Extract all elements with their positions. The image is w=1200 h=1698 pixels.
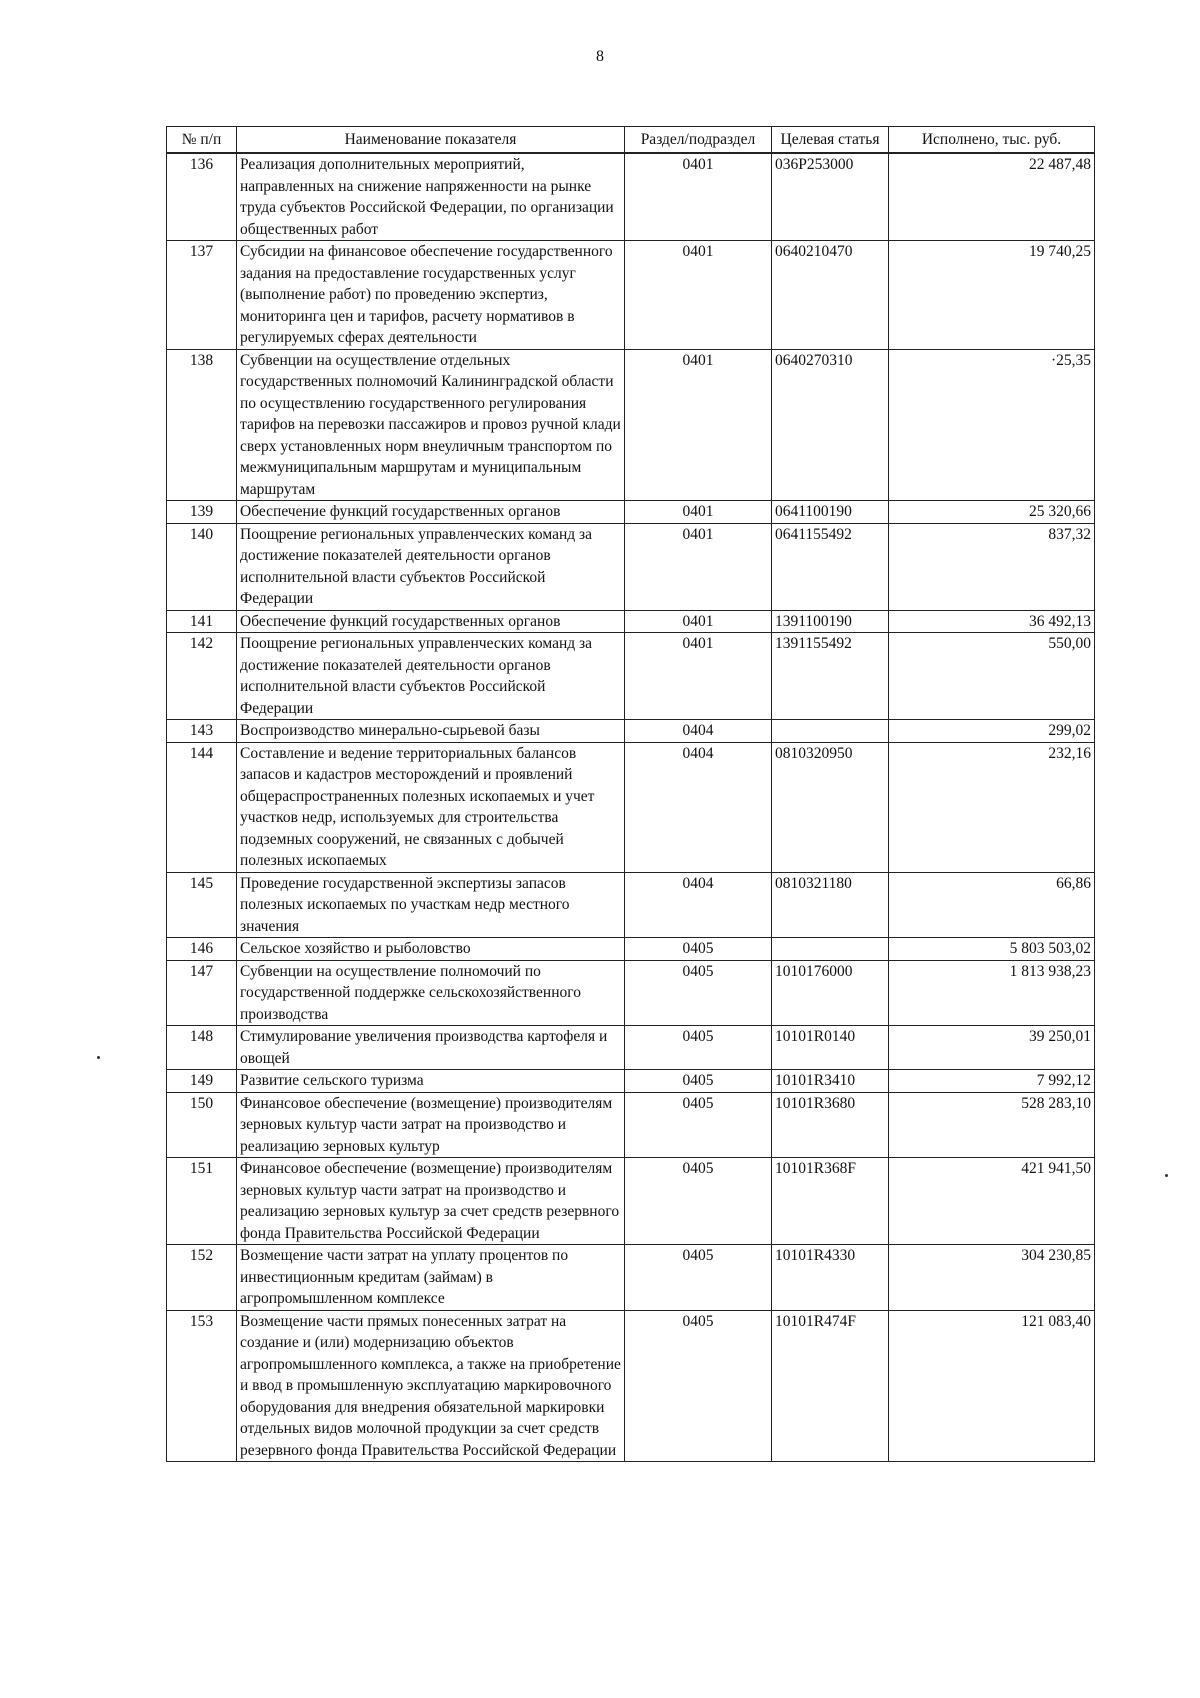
table-row [167, 523, 1095, 610]
table-body [167, 153, 1095, 1462]
header-section: Раздел/подраздел [625, 127, 772, 154]
target-article: 10101R0140 [772, 1026, 889, 1070]
indicator-name: Развитие сельского туризма [237, 1070, 625, 1093]
section-code: 0405 [625, 1158, 772, 1245]
section-code: 0405 [625, 1026, 772, 1070]
executed-amount: 19 740,25 [889, 241, 1095, 350]
table-row [167, 1310, 1095, 1462]
header-name: Наименование показателя [237, 127, 625, 154]
target-article: 0640210470 [772, 241, 889, 350]
section-code: 0401 [625, 633, 772, 720]
row-number: 145 [167, 872, 237, 938]
row-number: 142 [167, 633, 237, 720]
indicator-name: Обеспечение функций государственных органов [237, 610, 625, 633]
header-target: Целевая статья [772, 127, 889, 154]
table-row [167, 1158, 1095, 1245]
table-row [167, 1092, 1095, 1158]
indicator-name: Стимулирование увеличения производства картофеля и овощей [237, 1026, 625, 1070]
target-article [772, 720, 889, 743]
scan-speck [97, 1056, 100, 1059]
row-number: 140 [167, 523, 237, 610]
table-row [167, 938, 1095, 961]
row-number: 141 [167, 610, 237, 633]
row-number: 136 [167, 153, 237, 241]
target-article: 0810320950 [772, 742, 889, 872]
executed-amount: 1 813 938,23 [889, 960, 1095, 1026]
target-article [772, 938, 889, 961]
target-article: 0640270310 [772, 349, 889, 501]
target-article: 10101R474F [772, 1310, 889, 1462]
target-article: 10101R368F [772, 1158, 889, 1245]
section-code: 0404 [625, 742, 772, 872]
indicator-name: Финансовое обеспечение (возмещение) производителям зерновых культур части затрат на производство и реализацию зерновых культур за счет средств резервного фонда Правительства Российской Федерации [237, 1158, 625, 1245]
indicator-name: Сельское хозяйство и рыболовство [237, 938, 625, 961]
executed-amount: 7 992,12 [889, 1070, 1095, 1093]
section-code: 0405 [625, 938, 772, 961]
row-number: 149 [167, 1070, 237, 1093]
section-code: 0401 [625, 501, 772, 524]
row-number: 150 [167, 1092, 237, 1158]
indicator-name: Составление и ведение территориальных балансов запасов и кадастров месторождений и проявлений общераспространенных полезных ископаемых и учет участков недр, используемых для строительства подземных сооружений, не связанных с добычей полезных ископаемых [237, 742, 625, 872]
section-code: 0404 [625, 720, 772, 743]
indicator-name: Субвенции на осуществление отдельных государственных полномочий Калининградской области по осуществлению государственного регулирования тарифов на перевозки пассажиров и провоз ручной клади сверх установленных норм внеуличным транспортом по межмуниципальным маршрутам и муниципальным маршрутам [237, 349, 625, 501]
row-number: 153 [167, 1310, 237, 1462]
target-article: 1010176000 [772, 960, 889, 1026]
row-number: 143 [167, 720, 237, 743]
section-code: 0401 [625, 241, 772, 350]
target-article: 1391155492 [772, 633, 889, 720]
executed-amount: 121 083,40 [889, 1310, 1095, 1462]
target-article: 10101R3410 [772, 1070, 889, 1093]
table-row [167, 742, 1095, 872]
page-number: 8 [596, 48, 604, 65]
executed-amount: ·25,35 [889, 349, 1095, 501]
scan-speck [1165, 1174, 1168, 1177]
row-number: 138 [167, 349, 237, 501]
row-number: 152 [167, 1245, 237, 1311]
row-number: 137 [167, 241, 237, 350]
header-amount: Исполнено, тыс. руб. [889, 127, 1095, 154]
target-article: 036P253000 [772, 153, 889, 241]
indicator-name: Воспроизводство минерально-сырьевой базы [237, 720, 625, 743]
target-article: 10101R3680 [772, 1092, 889, 1158]
executed-amount: 421 941,50 [889, 1158, 1095, 1245]
table-row [167, 633, 1095, 720]
indicator-name: Обеспечение функций государственных органов [237, 501, 625, 524]
row-number: 139 [167, 501, 237, 524]
indicator-name: Возмещение части прямых понесенных затрат на создание и (или) модернизацию объектов агропромышленного комплекса, а также на приобретение и ввод в промышленную эксплуатацию маркировочного оборудования для внедрения обязательной маркировки отдельных видов молочной продукции за счет средств резервного фонда Правительства Российской Федерации [237, 1310, 625, 1462]
executed-amount: 39 250,01 [889, 1026, 1095, 1070]
table-row [167, 1070, 1095, 1093]
section-code: 0401 [625, 610, 772, 633]
executed-amount: 66,86 [889, 872, 1095, 938]
indicator-name: Финансовое обеспечение (возмещение) производителям зерновых культур части затрат на производство и реализацию зерновых культур [237, 1092, 625, 1158]
section-code: 0405 [625, 1092, 772, 1158]
indicator-name: Поощрение региональных управленческих команд за достижение показателей деятельности органов исполнительной власти субъектов Российской Федерации [237, 523, 625, 610]
executed-amount: 837,32 [889, 523, 1095, 610]
section-code: 0404 [625, 872, 772, 938]
section-code: 0405 [625, 1245, 772, 1311]
row-number: 151 [167, 1158, 237, 1245]
row-number: 146 [167, 938, 237, 961]
indicator-name: Возмещение части затрат на уплату процентов по инвестиционным кредитам (займам) в агропромышленном комплексе [237, 1245, 625, 1311]
indicator-name: Субвенции на осуществление полномочий по государственной поддержке сельскохозяйственного производства [237, 960, 625, 1026]
section-code: 0405 [625, 1310, 772, 1462]
budget-table [166, 126, 1095, 1462]
table-row [167, 153, 1095, 241]
target-article: 0641155492 [772, 523, 889, 610]
table-row [167, 720, 1095, 743]
row-number: 147 [167, 960, 237, 1026]
executed-amount: 232,16 [889, 742, 1095, 872]
indicator-name: Реализация дополнительных мероприятий, направленных на снижение напряженности на рынке труда субъектов Российской Федерации, по организации общественных работ [237, 153, 625, 241]
header-row [167, 127, 1095, 154]
section-code: 0401 [625, 523, 772, 610]
executed-amount: 25 320,66 [889, 501, 1095, 524]
table-row [167, 1026, 1095, 1070]
executed-amount: 36 492,13 [889, 610, 1095, 633]
executed-amount: 299,02 [889, 720, 1095, 743]
indicator-name: Субсидии на финансовое обеспечение государственного задания на предоставление государственных услуг (выполнение работ) по проведению экспертиз, мониторинга цен и тарифов, расчету нормативов в регулируемых сферах деятельности [237, 241, 625, 350]
executed-amount: 550,00 [889, 633, 1095, 720]
target-article: 0641100190 [772, 501, 889, 524]
table-row [167, 501, 1095, 524]
table-header [167, 127, 1095, 154]
row-number: 148 [167, 1026, 237, 1070]
indicator-name: Поощрение региональных управленческих команд за достижение показателей деятельности органов исполнительной власти субъектов Российской Федерации [237, 633, 625, 720]
section-code: 0405 [625, 960, 772, 1026]
table-row [167, 610, 1095, 633]
section-code: 0401 [625, 153, 772, 241]
executed-amount: 5 803 503,02 [889, 938, 1095, 961]
indicator-name: Проведение государственной экспертизы запасов полезных ископаемых по участкам недр местного значения [237, 872, 625, 938]
target-article: 0810321180 [772, 872, 889, 938]
section-code: 0405 [625, 1070, 772, 1093]
table-row [167, 241, 1095, 350]
executed-amount: 528 283,10 [889, 1092, 1095, 1158]
row-number: 144 [167, 742, 237, 872]
table-row [167, 349, 1095, 501]
target-article: 1391100190 [772, 610, 889, 633]
table-row [167, 872, 1095, 938]
executed-amount: 304 230,85 [889, 1245, 1095, 1311]
header-num: № п/п [167, 127, 237, 154]
section-code: 0401 [625, 349, 772, 501]
table-row [167, 1245, 1095, 1311]
executed-amount: 22 487,48 [889, 153, 1095, 241]
target-article: 10101R4330 [772, 1245, 889, 1311]
table-row [167, 960, 1095, 1026]
